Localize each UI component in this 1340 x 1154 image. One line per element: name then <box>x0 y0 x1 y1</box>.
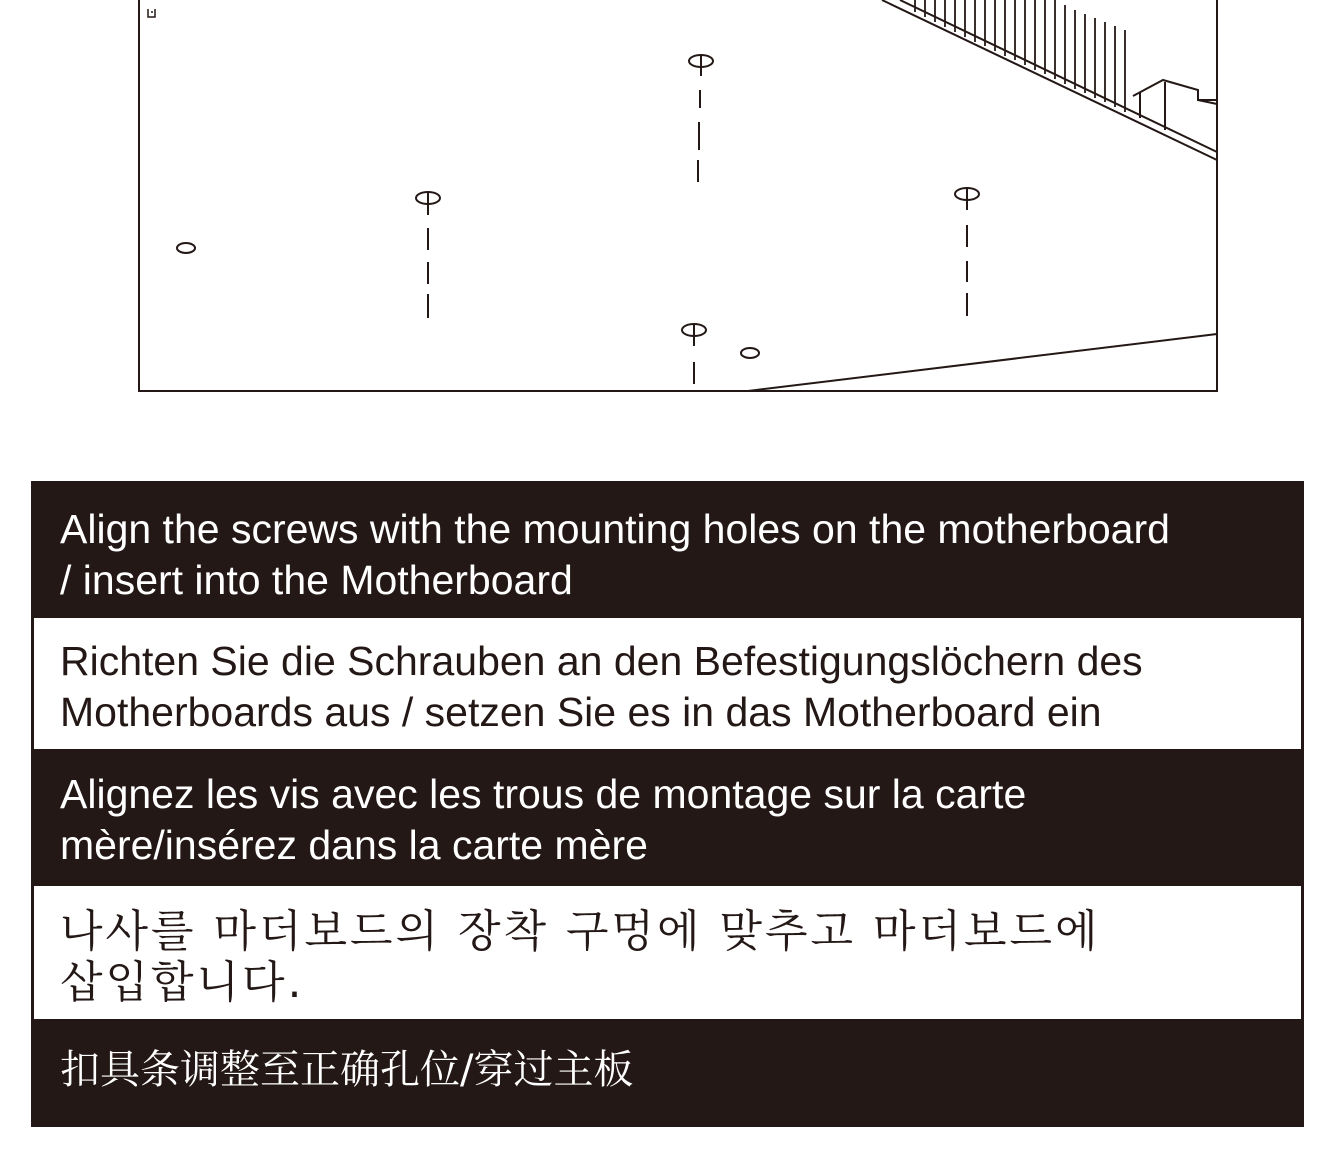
instruction-chinese <box>31 1019 1304 1127</box>
instruction-german-line2: Motherboards aus / setzen Sie es in das Motherboard ein <box>60 689 1102 735</box>
screw-top-center <box>689 55 713 182</box>
instruction-korean-line1: 나사를 마더보드의 장착 구멍에 맞추고 마더보드에 <box>60 906 1101 957</box>
motherboard-illustration <box>0 0 1340 420</box>
connector-block <box>1133 80 1217 130</box>
instruction-french <box>31 749 1304 886</box>
screw-right <box>955 188 979 316</box>
instruction-english-line2: / insert into the Motherboard <box>60 557 573 603</box>
screw-left <box>416 192 440 318</box>
corner-mark <box>148 9 155 17</box>
instruction-french-line1: Alignez les vis avec les trous de montage sur la carte <box>60 771 1027 817</box>
instruction-german-line1: Richten Sie die Schrauben an den Befestigungslöchern des <box>60 638 1143 684</box>
chassis-edge <box>748 334 1217 391</box>
instruction-german <box>34 618 1301 749</box>
heatsink-fins <box>915 0 1125 112</box>
heatsink-edge <box>882 0 1217 160</box>
instruction-french-line2: mère/insérez dans la carte mère <box>60 822 648 868</box>
instruction-chinese-line1: 扣具条调整至正确孔位/穿过主板 <box>60 1047 634 1093</box>
instruction-korean-line2: 삽입합니다. <box>60 957 305 1008</box>
instruction-english-line1: Align the screws with the mounting holes on the motherboard <box>60 506 1170 552</box>
instruction-korean <box>34 886 1301 1019</box>
mounting-hole <box>741 348 759 358</box>
instruction-english <box>31 481 1304 618</box>
heatsink-edge-lower <box>900 0 1217 152</box>
mounting-hole <box>177 243 195 253</box>
screw-bottom-center <box>682 324 706 384</box>
instruction-panel <box>31 481 1304 1127</box>
